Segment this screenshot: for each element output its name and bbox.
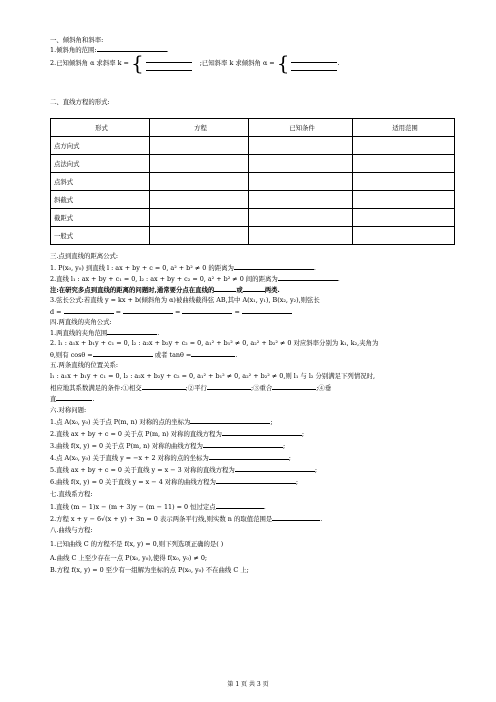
table-row: 点斜式 bbox=[51, 173, 455, 191]
table-header-row: 形式 方程 已知条件 适用范围 bbox=[51, 119, 455, 137]
answer-blank[interactable] bbox=[107, 328, 157, 335]
sec5-heading: 五.两条直线的位置关系: bbox=[50, 361, 119, 369]
sec3-line2: 2.直线 l₁ : ax + by + c₁ = 0, l₂ : ax + by + c₂ = 0, a² + b² ≠ 0 间的距离为 . bbox=[50, 275, 340, 283]
answer-blank[interactable] bbox=[207, 383, 251, 390]
answer-blank[interactable] bbox=[214, 285, 236, 292]
answer-blank[interactable] bbox=[56, 394, 92, 401]
answer-blank[interactable] bbox=[272, 383, 316, 390]
answer-blank[interactable] bbox=[142, 383, 186, 390]
table-row: 点法向式 bbox=[51, 155, 455, 173]
sec3-line3-chord: d = = = = bbox=[50, 307, 292, 316]
sec3-heading: 三.点到直线的距离公式: bbox=[50, 252, 119, 260]
answer-blank[interactable] bbox=[203, 441, 283, 448]
sec6-heading: 六.对称问题: bbox=[50, 406, 87, 414]
answer-blank[interactable] bbox=[242, 307, 292, 314]
answer-blank[interactable] bbox=[64, 307, 114, 314]
answer-blank[interactable] bbox=[93, 350, 153, 357]
sec1-line1: 1.倾斜角的范围: . bbox=[50, 46, 169, 54]
answer-blank[interactable] bbox=[272, 514, 320, 521]
answer-blank[interactable] bbox=[222, 429, 302, 436]
option-a[interactable]: A.曲线 C 上至少存在一点 P(x₀, y₀),使得 f(x₀, y₀) ≠ 0; bbox=[50, 554, 208, 562]
answer-blank[interactable] bbox=[278, 274, 338, 281]
line-forms-table bbox=[50, 118, 455, 245]
sec1-line2: 2.已知倾斜角 α 求斜率 k = { ;已知斜率 k 求倾斜角 α = { . bbox=[50, 51, 340, 75]
table-row: 点方向式 bbox=[51, 137, 455, 155]
sec3-line1: 1. P(x₀, y₀) 到直线 l : ax + by + c = 0, a² + b² ≠ 0 的距离为 . bbox=[50, 264, 316, 272]
sec3-note: 注:在研究多点到直线的距离的问题时,通常要分点在直线的 或 两类. bbox=[50, 286, 280, 294]
answer-blank[interactable] bbox=[190, 417, 270, 424]
list-item: 3.曲线 f(x, y) = 0 关于点 P(m, n) 对称的曲线方程为 ; bbox=[50, 442, 286, 450]
answer-blank[interactable] bbox=[216, 477, 296, 484]
answer-blank[interactable] bbox=[123, 307, 173, 314]
answer-blank[interactable] bbox=[191, 350, 235, 357]
answer-blank[interactable] bbox=[235, 465, 315, 472]
answer-blank[interactable] bbox=[146, 63, 192, 71]
sec1-heading: 一、倾斜角和斜率: bbox=[50, 36, 104, 44]
list-item: 2.直线 ax + by + c = 0 关于点 P(m, n) 对称的直线方程为 ; bbox=[50, 430, 304, 438]
answer-blank[interactable] bbox=[234, 263, 314, 270]
sec4-heading: 四.两直线的夹角公式: bbox=[50, 318, 112, 326]
answer-blank[interactable] bbox=[182, 307, 232, 314]
answer-blank[interactable] bbox=[146, 55, 192, 63]
page-footer: 第 1 页 共 3 页 bbox=[227, 681, 269, 688]
sec7-heading: 七.直线系方程: bbox=[50, 490, 93, 498]
sec4-line3: θ,则有 cosθ = 或者 tanθ = . bbox=[50, 351, 238, 359]
sec7-line1: 1.直线 (m − 1)x − (m + 3)y − (m − 11) = 0 恒过定点 . bbox=[50, 503, 266, 511]
sec8-heading: 八.曲线与方程: bbox=[50, 526, 93, 534]
answer-blank[interactable] bbox=[216, 502, 264, 509]
sec5-line1: l₁ : a₁x + b₁y + c₁ = 0, l₂ : a₂x + b₂y + c₂ = 0, a₁² + b₁² ≠ 0, a₂² + b₂² ≠ 0,则 l₁ 与 l₂ 分别满足下列情况时, bbox=[50, 372, 376, 380]
table-row: 斜截式 bbox=[51, 191, 455, 209]
answer-blank[interactable] bbox=[243, 285, 265, 292]
sec7-line2: 2.方程 x + y − 6√(x + y) + 3n = 0 表示两条平行线,则实数 n 的取值范围是 . bbox=[50, 515, 323, 523]
table-row: 截距式 bbox=[51, 209, 455, 227]
sec2-heading: 二、直线方程的形式: bbox=[50, 98, 110, 106]
answer-blank[interactable] bbox=[291, 55, 337, 63]
sec3-line3: 3.弦长公式:若直线 y = kx + b(倾斜角为 α)被曲线截得弦 AB,其中 A(x₁, y₁), B(x₂, y₂),则弦长 bbox=[50, 296, 320, 304]
sec4-line1: 1.两直线的夹角范围 . bbox=[50, 329, 160, 337]
list-item: 6.曲线 f(x, y) = 0 关于直线 y = x − 4 对称的曲线方程为 ; bbox=[50, 478, 299, 486]
table-row: 一般式 bbox=[51, 227, 455, 245]
list-item: 5.直线 ax + by + c = 0 关于直线 y = x − 3 对称的直线方程为 ; bbox=[50, 466, 317, 474]
answer-blank[interactable] bbox=[291, 63, 337, 71]
sec8-question: 1.已知曲线 C 的方程不是 f(x, y) = 0,则下列选项正确的是( ) bbox=[50, 540, 224, 548]
sec5-line3: 直 . bbox=[50, 395, 95, 403]
list-item: 1.点 A(x₀, y₀) 关于点 P(m, n) 对称的点的坐标为 ; bbox=[50, 418, 273, 426]
option-b[interactable]: B.方程 f(x, y) = 0 至少有一组解为坐标的点 P(x₀, y₀) 不在曲线 C 上; bbox=[50, 566, 249, 574]
sec5-line2: 相应地其系数满足的条件:①相交 ;②平行 ;③重合 ;④垂 bbox=[50, 384, 332, 392]
sec4-line2: 2. l₁ : a₁x + b₁y + c₁ = 0, l₂ : a₂x + b₂y + c₂ = 0, a₁² + b₁² ≠ 0, a₂² + b₂² ≠ 0 对应斜率分别为 k₁, k₂,夹角为 bbox=[50, 339, 379, 347]
answer-blank[interactable] bbox=[209, 453, 289, 460]
list-item: 4.点 A(x₀, y₀) 关于直线 y = −x + 2 对称的点的坐标为 ; bbox=[50, 454, 291, 462]
